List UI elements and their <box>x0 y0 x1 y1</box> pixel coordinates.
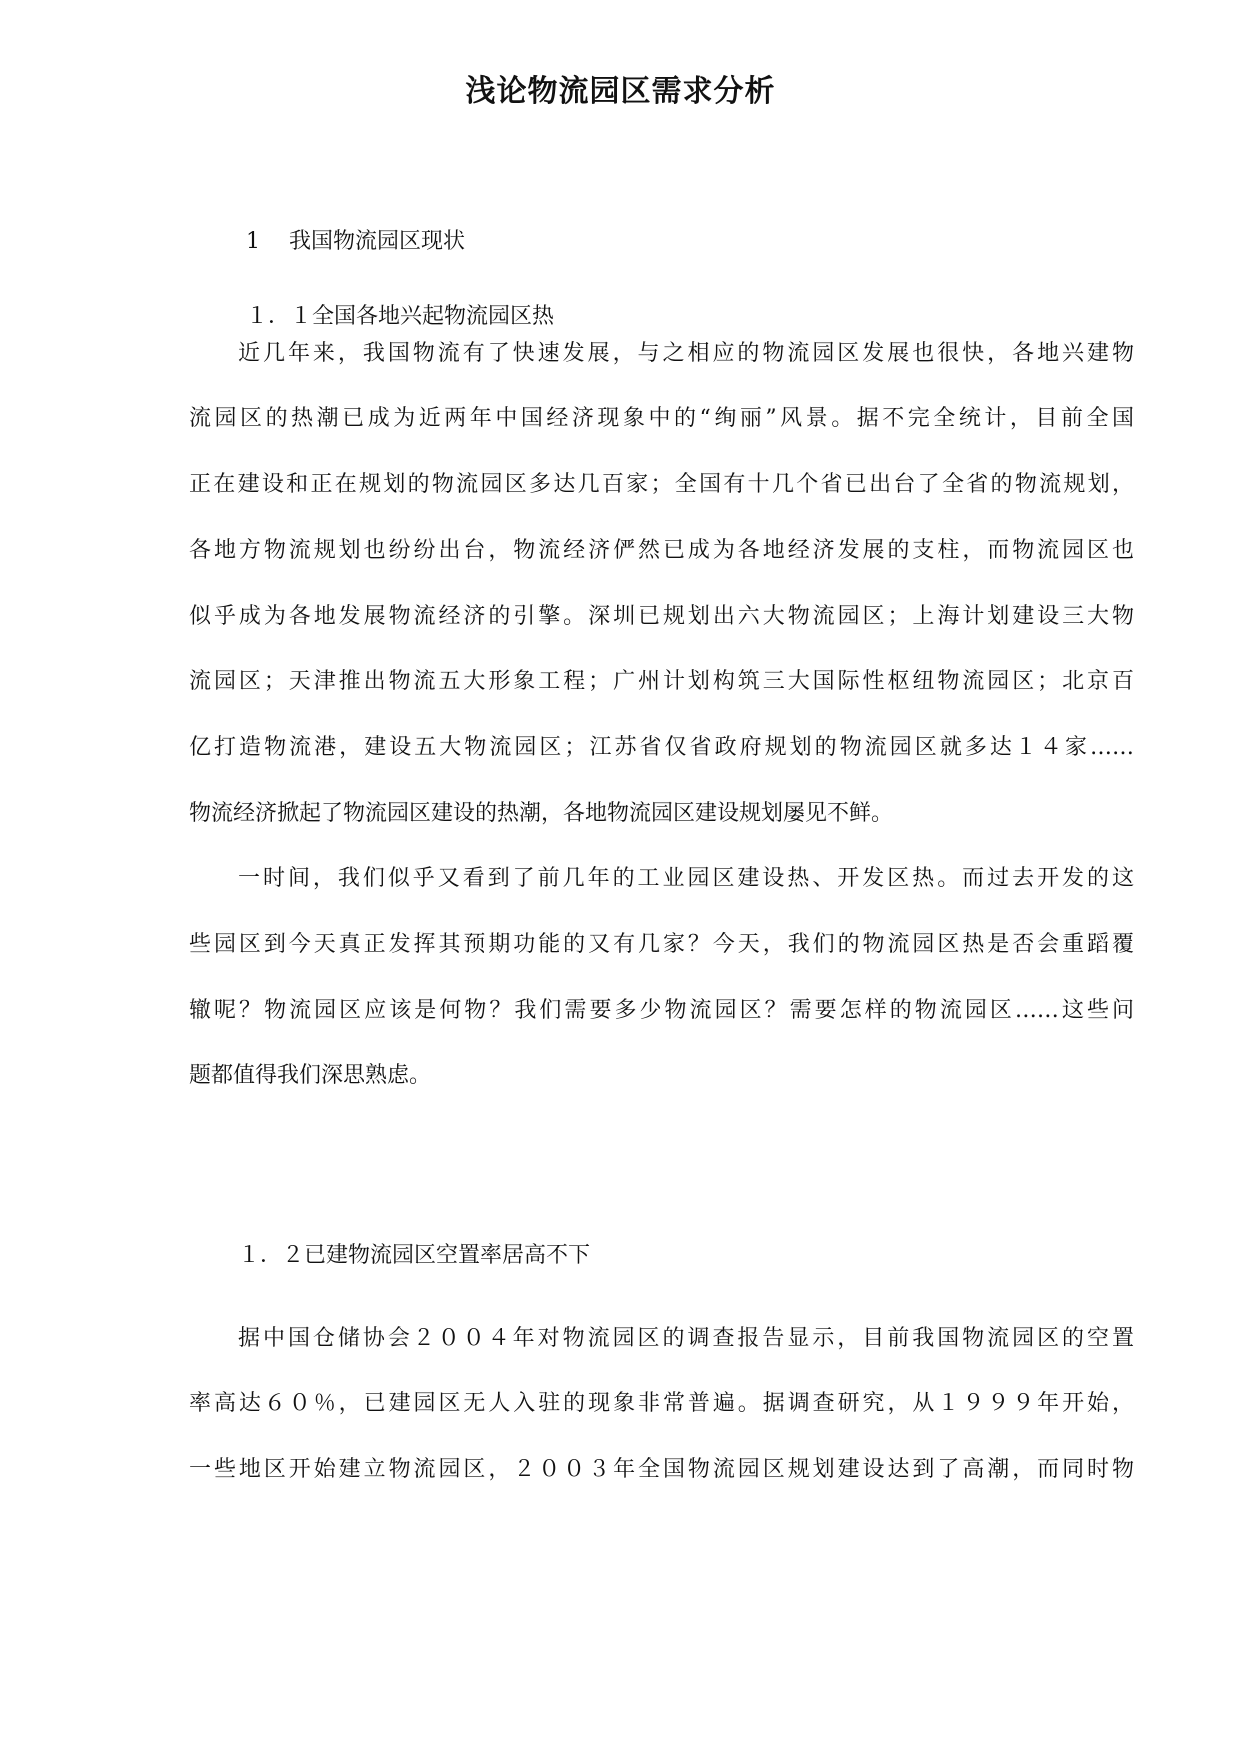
paragraph-3-line: 率高达６０％，已建园区无人入驻的现象非常普遍。据调查研究，从１９９９年开始， <box>189 1391 1134 1416</box>
paragraph-1-line: 亿打造物流港，建设五大物流园区；江苏省仅省政府规划的物流园区就多达１４家…… <box>189 735 1134 760</box>
section-heading-1-2: １．２已建物流园区空置率居高不下 <box>238 1243 591 1268</box>
paragraph-2-line: 一时间，我们似乎又看到了前几年的工业园区建设热、开发区热。而过去开发的这 <box>238 866 1134 891</box>
paragraph-1-line: 流园区的热潮已成为近两年中国经济现象中的“绚丽”风景。据不完全统计，目前全国 <box>189 406 1134 431</box>
paragraph-2-line: 些园区到今天真正发挥其预期功能的又有几家？今天，我们的物流园区热是否会重蹈覆 <box>189 932 1134 957</box>
document-title: 浅论物流园区需求分析 <box>465 74 776 109</box>
paragraph-3-line: 据中国仓储协会２００４年对物流园区的调查报告显示，目前我国物流园区的空置 <box>238 1326 1134 1351</box>
paragraph-2-line: 辙呢？物流园区应该是何物？我们需要多少物流园区？需要怎样的物流园区……这些问 <box>189 998 1134 1023</box>
paragraph-1-line: 近几年来，我国物流有了快速发展，与之相应的物流园区发展也很快，各地兴建物 <box>238 341 1134 366</box>
paragraph-1-line: 正在建设和正在规划的物流园区多达几百家；全国有十几个省已出台了全省的物流规划， <box>189 472 1134 497</box>
paragraph-1-line: 物流经济掀起了物流园区建设的热潮，各地物流园区建设规划屡见不鲜。 <box>189 801 894 826</box>
paragraph-3-line: 一些地区开始建立物流园区，２００３年全国物流园区规划建设达到了高潮，而同时物 <box>189 1457 1134 1482</box>
section-heading-1-1: １．１全国各地兴起物流园区热 <box>246 304 555 329</box>
section-heading-1: 1 我国物流园区现状 <box>246 229 465 254</box>
paragraph-1-line: 流园区；天津推出物流五大形象工程；广州计划构筑三大国际性枢纽物流园区；北京百 <box>189 669 1134 694</box>
paragraph-1-line: 似乎成为各地发展物流经济的引擎。深圳已规划出六大物流园区；上海计划建设三大物 <box>189 604 1134 629</box>
paragraph-1-line: 各地方物流规划也纷纷出台，物流经济俨然已成为各地经济发展的支柱，而物流园区也 <box>189 538 1134 563</box>
paragraph-2-line: 题都值得我们深思熟虑。 <box>189 1063 432 1088</box>
